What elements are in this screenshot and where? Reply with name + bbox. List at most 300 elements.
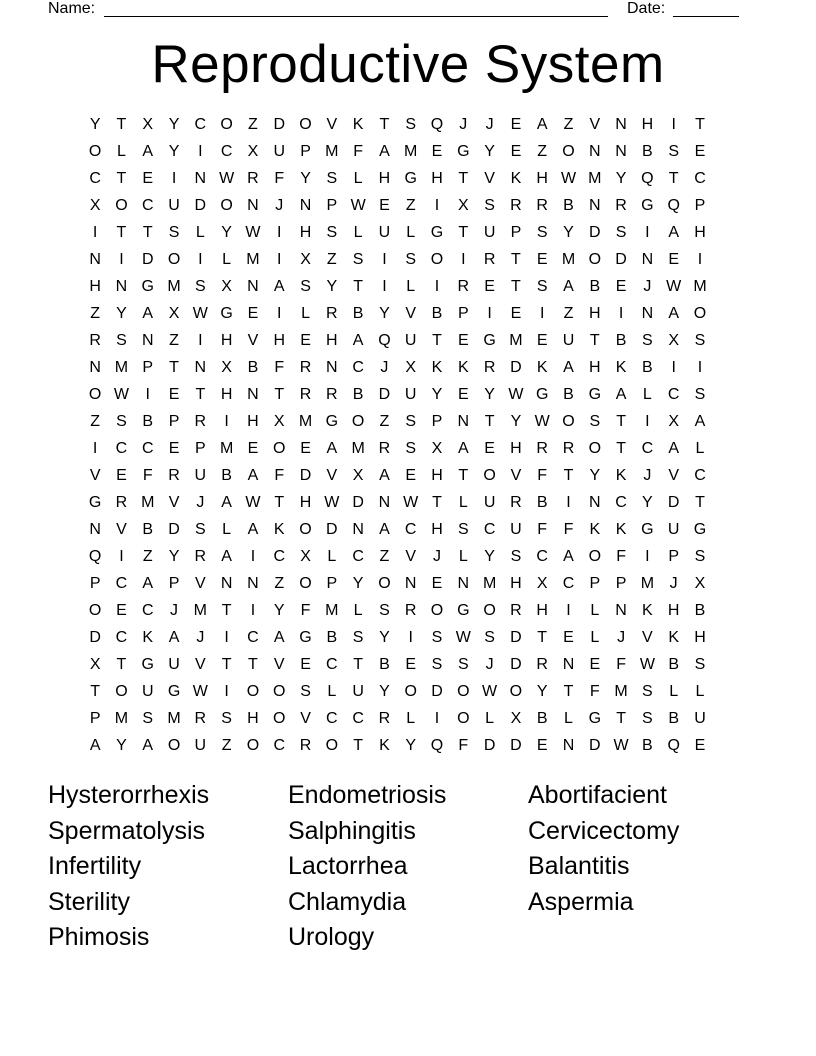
grid-letter: E bbox=[536, 737, 548, 754]
grid-letter: I bbox=[382, 278, 387, 295]
grid-letter: Z bbox=[563, 116, 574, 133]
grid-letter: A bbox=[273, 629, 285, 646]
grid-letter: T bbox=[248, 656, 258, 673]
grid-letter: K bbox=[431, 359, 443, 376]
grid-letter: X bbox=[668, 332, 680, 349]
grid-row bbox=[82, 543, 734, 570]
grid-row bbox=[82, 462, 734, 489]
grid-letter: L bbox=[195, 224, 205, 241]
grid-letter: P bbox=[300, 143, 311, 160]
grid-row bbox=[82, 408, 734, 435]
grid-letter: K bbox=[615, 521, 627, 538]
grid-letter: A bbox=[563, 278, 574, 295]
grid-letter: Y bbox=[484, 143, 495, 160]
grid-letter: X bbox=[89, 656, 101, 673]
grid-letter: X bbox=[431, 440, 443, 457]
grid-letter: I bbox=[224, 683, 229, 700]
grid-letter: A bbox=[536, 116, 548, 133]
grid-letter: R bbox=[194, 413, 207, 430]
grid-row bbox=[82, 597, 734, 624]
grid-letter: V bbox=[326, 116, 338, 133]
grid-letter: V bbox=[510, 467, 522, 484]
grid-letter: C bbox=[273, 548, 285, 565]
grid-letter: D bbox=[141, 251, 154, 268]
grid-letter: E bbox=[536, 251, 548, 268]
grid-letter: M bbox=[404, 143, 418, 160]
grid-letter: U bbox=[483, 224, 496, 241]
grid-letter: V bbox=[589, 116, 601, 133]
grid-letter: D bbox=[431, 683, 443, 700]
grid-letter: Q bbox=[667, 197, 680, 214]
grid-letter: H bbox=[89, 278, 101, 295]
grid-letter: T bbox=[116, 170, 127, 187]
grid-letter: N bbox=[89, 359, 101, 376]
grid-letter: I bbox=[487, 305, 492, 322]
grid-letter: M bbox=[114, 359, 129, 376]
grid-letter: K bbox=[642, 602, 653, 619]
grid-letter: N bbox=[299, 197, 312, 214]
grid-letter: L bbox=[353, 224, 363, 241]
grid-letter: K bbox=[142, 629, 154, 646]
grid-letter: B bbox=[142, 521, 154, 538]
grid-letter: T bbox=[458, 170, 469, 187]
grid-letter: T bbox=[589, 332, 600, 349]
grid-letter: I bbox=[697, 359, 703, 376]
grid-letter: I bbox=[434, 197, 440, 214]
grid-letter: L bbox=[642, 386, 652, 403]
grid-letter: T bbox=[695, 116, 705, 133]
grid-letter: M bbox=[193, 602, 207, 619]
grid-letter: D bbox=[667, 494, 680, 511]
grid-letter: A bbox=[168, 629, 180, 646]
grid-letter: T bbox=[511, 278, 521, 295]
grid-letter: Q bbox=[430, 737, 444, 754]
grid-letter: R bbox=[326, 305, 338, 322]
grid-letter: H bbox=[431, 467, 443, 484]
grid-letter: S bbox=[352, 629, 364, 646]
grid-letter: O bbox=[325, 737, 339, 754]
grid-letter: S bbox=[221, 710, 232, 727]
grid-letter: O bbox=[299, 575, 312, 592]
grid-letter: E bbox=[247, 305, 259, 322]
grid-letter: A bbox=[142, 737, 154, 754]
grid-letter: E bbox=[168, 386, 180, 403]
grid-letter: H bbox=[247, 413, 259, 430]
grid-letter: O bbox=[509, 683, 523, 700]
grid-letter: H bbox=[589, 305, 601, 322]
grid-letter: U bbox=[483, 494, 496, 511]
grid-letter: C bbox=[404, 521, 417, 538]
grid-letter: E bbox=[142, 170, 154, 187]
grid-letter: M bbox=[246, 251, 260, 268]
grid-letter: Q bbox=[378, 332, 391, 349]
grid-letter: P bbox=[668, 548, 680, 565]
grid-letter: U bbox=[404, 386, 417, 403]
grid-letter: T bbox=[116, 116, 127, 133]
grid-letter: A bbox=[326, 440, 338, 457]
grid-letter: L bbox=[590, 602, 600, 619]
grid-letter: D bbox=[510, 656, 522, 673]
grid-letter: O bbox=[273, 710, 286, 727]
grid-letter: V bbox=[405, 305, 417, 322]
grid-letter: O bbox=[404, 683, 417, 700]
grid-letter: M bbox=[588, 170, 602, 187]
grid-letter: Y bbox=[431, 386, 443, 403]
grid-letter: T bbox=[353, 737, 363, 754]
grid-letter: L bbox=[695, 440, 705, 457]
grid-letter: E bbox=[510, 305, 522, 322]
grid-letter: R bbox=[168, 467, 180, 484]
grid-letter: T bbox=[563, 467, 574, 484]
grid-letter: D bbox=[510, 737, 522, 754]
grid-letter: O bbox=[457, 710, 470, 727]
grid-letter: E bbox=[405, 656, 417, 673]
grid-letter: U bbox=[667, 521, 680, 538]
grid-letter: Y bbox=[89, 116, 101, 133]
word-list-item: Endometriosis bbox=[288, 781, 447, 809]
grid-letter: K bbox=[536, 359, 548, 376]
grid-letter: F bbox=[353, 143, 363, 160]
grid-letter: B bbox=[563, 197, 574, 214]
grid-letter: O bbox=[88, 386, 102, 403]
grid-letter: A bbox=[379, 521, 390, 538]
grid-letter: P bbox=[326, 575, 338, 592]
grid-letter: C bbox=[220, 143, 233, 160]
grid-letter: C bbox=[667, 386, 680, 403]
grid-letter: H bbox=[431, 521, 443, 538]
grid-letter: N bbox=[247, 386, 259, 403]
grid-letter: Q bbox=[641, 170, 654, 187]
grid-letter: U bbox=[168, 197, 180, 214]
grid-letter: L bbox=[564, 710, 573, 727]
grid-letter: N bbox=[89, 251, 101, 268]
grid-letter: N bbox=[115, 278, 128, 295]
grid-letter: P bbox=[431, 413, 443, 430]
grid-letter: G bbox=[457, 143, 470, 160]
grid-letter: S bbox=[694, 386, 706, 403]
grid-letter: Z bbox=[90, 413, 101, 430]
grid-letter: E bbox=[431, 575, 443, 592]
grid-letter: T bbox=[221, 602, 232, 619]
grid-letter: V bbox=[273, 656, 285, 673]
grid-letter: M bbox=[482, 575, 497, 592]
grid-letter: A bbox=[352, 332, 364, 349]
grid-letter: A bbox=[142, 143, 154, 160]
grid-letter: J bbox=[643, 467, 652, 484]
grid-letter: S bbox=[589, 413, 601, 430]
grid-letter: U bbox=[168, 656, 180, 673]
grid-letter: I bbox=[119, 548, 124, 565]
grid-letter: N bbox=[247, 197, 259, 214]
grid-letter: L bbox=[695, 683, 705, 700]
grid-letter: E bbox=[510, 143, 522, 160]
grid-letter: N bbox=[220, 575, 233, 592]
grid-letter: P bbox=[168, 575, 180, 592]
grid-letter: N bbox=[89, 521, 101, 538]
grid-letter: S bbox=[300, 278, 311, 295]
grid-letter: L bbox=[458, 494, 468, 511]
grid-letter: W bbox=[245, 224, 261, 241]
grid-letter: B bbox=[352, 386, 364, 403]
grid-letter: S bbox=[405, 116, 417, 133]
grid-letter: S bbox=[379, 602, 390, 619]
grid-letter: T bbox=[90, 683, 101, 700]
grid-letter: V bbox=[116, 521, 127, 538]
grid-letter: X bbox=[89, 197, 101, 214]
grid-letter: O bbox=[273, 683, 286, 700]
grid-row bbox=[82, 192, 734, 219]
grid-letter: P bbox=[694, 197, 706, 214]
grid-letter: I bbox=[408, 629, 413, 646]
grid-letter: T bbox=[169, 359, 179, 376]
grid-letter: R bbox=[194, 548, 207, 565]
grid-letter: T bbox=[668, 170, 679, 187]
grid-letter: S bbox=[484, 197, 495, 214]
grid-letter: Y bbox=[168, 116, 180, 133]
grid-letter: B bbox=[142, 413, 154, 430]
grid-letter: D bbox=[510, 629, 522, 646]
grid-letter: J bbox=[485, 656, 494, 673]
word-list-item: Balantitis bbox=[528, 852, 630, 880]
grid-letter: Z bbox=[379, 413, 390, 430]
grid-letter: Z bbox=[274, 575, 285, 592]
grid-letter: Y bbox=[642, 494, 653, 511]
grid-letter: E bbox=[168, 440, 180, 457]
grid-letter: O bbox=[588, 548, 602, 565]
name-label: Name: bbox=[48, 0, 96, 17]
grid-letter: I bbox=[92, 224, 98, 241]
grid-letter: Z bbox=[379, 548, 390, 565]
grid-letter: L bbox=[222, 251, 232, 268]
grid-letter: T bbox=[142, 224, 153, 241]
page-title: Reproductive System bbox=[151, 35, 665, 94]
grid-letter: N bbox=[641, 305, 654, 322]
grid-letter: E bbox=[589, 656, 601, 673]
grid-letter: W bbox=[666, 278, 682, 295]
grid-letter: Z bbox=[169, 332, 179, 349]
grid-letter: T bbox=[484, 413, 495, 430]
grid-letter: O bbox=[88, 143, 102, 160]
grid-row bbox=[82, 570, 734, 597]
grid-letter: R bbox=[510, 197, 522, 214]
grid-letter: I bbox=[277, 224, 282, 241]
grid-letter: T bbox=[432, 332, 442, 349]
grid-letter: Z bbox=[563, 305, 574, 322]
grid-letter: N bbox=[352, 521, 364, 538]
grid-letter: L bbox=[301, 305, 310, 322]
grid-letter: T bbox=[695, 494, 705, 511]
grid-letter: E bbox=[457, 386, 469, 403]
grid-letter: B bbox=[642, 737, 653, 754]
grid-letter: S bbox=[642, 683, 653, 700]
grid-letter: V bbox=[405, 548, 417, 565]
grid-letter: U bbox=[562, 332, 575, 349]
grid-letter: U bbox=[273, 143, 285, 160]
grid-letter: T bbox=[195, 386, 206, 403]
grid-letter: B bbox=[589, 278, 601, 295]
grid-letter: I bbox=[224, 629, 229, 646]
grid-letter: X bbox=[510, 710, 522, 727]
grid-letter: G bbox=[641, 521, 654, 538]
grid-letter: S bbox=[168, 224, 180, 241]
grid-letter: Y bbox=[300, 170, 311, 187]
grid-letter: I bbox=[198, 251, 203, 268]
grid-letter: I bbox=[382, 251, 387, 268]
grid-letter: D bbox=[510, 359, 522, 376]
grid-letter: F bbox=[274, 170, 285, 187]
grid-letter: C bbox=[141, 602, 154, 619]
grid-letter: M bbox=[509, 332, 523, 349]
grid-letter: Y bbox=[615, 170, 627, 187]
grid-letter: S bbox=[405, 440, 417, 457]
grid-letter: L bbox=[485, 710, 495, 727]
grid-letter: I bbox=[250, 602, 256, 619]
grid-letter: X bbox=[536, 575, 548, 592]
grid-letter: B bbox=[615, 332, 627, 349]
grid-letter: T bbox=[116, 656, 127, 673]
grid-letter: X bbox=[300, 548, 311, 565]
grid-letter: I bbox=[618, 305, 624, 322]
grid-letter: P bbox=[510, 224, 522, 241]
name-blank-line bbox=[104, 16, 608, 17]
grid-row bbox=[82, 705, 734, 732]
grid-letter: I bbox=[224, 413, 229, 430]
grid-letter: M bbox=[219, 440, 234, 457]
grid-letter: X bbox=[273, 413, 285, 430]
grid-letter: R bbox=[536, 656, 548, 673]
word-list-item: Sterility bbox=[48, 887, 130, 916]
grid-letter: N bbox=[589, 143, 601, 160]
grid-letter: O bbox=[430, 602, 444, 619]
grid-letter: N bbox=[562, 737, 575, 754]
grid-letter: O bbox=[273, 440, 286, 457]
grid-letter: N bbox=[641, 251, 654, 268]
word-list-item: Urology bbox=[288, 923, 375, 951]
grid-letter: E bbox=[300, 440, 311, 457]
grid-letter: C bbox=[615, 494, 627, 511]
grid-row bbox=[82, 219, 734, 246]
grid-letter: A bbox=[247, 467, 259, 484]
grid-letter: K bbox=[510, 170, 522, 187]
grid-letter: B bbox=[431, 305, 443, 322]
grid-letter: V bbox=[300, 710, 311, 727]
grid-letter: S bbox=[300, 683, 311, 700]
word-list-item: Cervicectomy bbox=[528, 816, 680, 845]
grid-letter: W bbox=[192, 683, 208, 700]
grid-letter: E bbox=[615, 278, 627, 295]
grid-letter: L bbox=[406, 278, 416, 295]
grid-letter: S bbox=[142, 710, 154, 727]
grid-letter: F bbox=[616, 656, 626, 673]
grid-letter: U bbox=[694, 710, 706, 727]
grid-letter: O bbox=[588, 251, 602, 268]
grid-letter: M bbox=[693, 278, 707, 295]
grid-letter: C bbox=[273, 737, 285, 754]
word-list-item: Chlamydia bbox=[288, 887, 407, 916]
grid-letter: Q bbox=[430, 116, 444, 133]
grid-letter: I bbox=[434, 710, 440, 727]
grid-letter: E bbox=[300, 656, 311, 673]
grid-letter: G bbox=[430, 224, 444, 241]
grid-letter: N bbox=[247, 278, 259, 295]
grid-letter: G bbox=[588, 386, 602, 403]
grid-letter: R bbox=[483, 359, 496, 376]
grid-letter: S bbox=[195, 278, 206, 295]
grid-letter: D bbox=[89, 629, 101, 646]
grid-letter: N bbox=[457, 413, 470, 430]
grid-letter: C bbox=[194, 116, 207, 133]
grid-letter: I bbox=[461, 251, 466, 268]
grid-letter: D bbox=[378, 386, 391, 403]
date-blank-line bbox=[673, 16, 739, 17]
grid-letter: H bbox=[536, 602, 548, 619]
grid-letter: O bbox=[246, 737, 260, 754]
grid-letter: A bbox=[563, 359, 574, 376]
grid-letter: S bbox=[326, 224, 338, 241]
grid-letter: O bbox=[457, 683, 470, 700]
grid-letter: V bbox=[247, 332, 259, 349]
grid-letter: B bbox=[221, 467, 232, 484]
grid-letter: J bbox=[433, 548, 441, 565]
grid-row bbox=[82, 732, 734, 759]
grid-row bbox=[82, 624, 734, 651]
grid-letter: A bbox=[379, 467, 390, 484]
grid-letter: H bbox=[299, 224, 312, 241]
grid-letter: A bbox=[694, 413, 706, 430]
grid-letter: A bbox=[379, 143, 390, 160]
grid-letter: Z bbox=[326, 251, 337, 268]
grid-letter: C bbox=[352, 548, 364, 565]
grid-letter: R bbox=[378, 440, 391, 457]
grid-letter: P bbox=[89, 710, 101, 727]
grid-letter: N bbox=[457, 575, 470, 592]
grid-letter: B bbox=[668, 656, 680, 673]
grid-letter: S bbox=[457, 521, 469, 538]
grid-letter: W bbox=[560, 170, 577, 187]
grid-letter: B bbox=[694, 602, 706, 619]
grid-letter: C bbox=[641, 440, 654, 457]
word-list-item: Phimosis bbox=[48, 923, 150, 951]
grid-letter: T bbox=[221, 656, 232, 673]
grid-letter: S bbox=[431, 656, 443, 673]
grid-letter: H bbox=[273, 332, 285, 349]
header bbox=[0, 0, 816, 20]
grid-letter: Y bbox=[273, 602, 285, 619]
grid-row bbox=[82, 651, 734, 678]
word-list-item: Infertility bbox=[48, 852, 142, 880]
grid-letter: H bbox=[247, 710, 259, 727]
grid-letter: I bbox=[92, 440, 98, 457]
grid-letter: O bbox=[351, 413, 365, 430]
grid-letter: K bbox=[615, 359, 627, 376]
grid-letter: S bbox=[694, 548, 706, 565]
grid-row bbox=[82, 246, 734, 273]
grid-letter: N bbox=[194, 359, 207, 376]
grid-letter: O bbox=[562, 143, 575, 160]
grid-letter: J bbox=[459, 116, 468, 133]
grid-letter: Z bbox=[248, 116, 258, 133]
grid-row bbox=[82, 516, 734, 543]
grid-letter: T bbox=[353, 656, 363, 673]
grid-letter: V bbox=[168, 494, 180, 511]
grid-letter: C bbox=[115, 440, 128, 457]
grid-letter: Y bbox=[326, 278, 338, 295]
grid-letter: W bbox=[455, 629, 471, 646]
grid-letter: X bbox=[221, 359, 232, 376]
grid-letter: W bbox=[324, 494, 340, 511]
grid-letter: W bbox=[534, 413, 550, 430]
grid-letter: O bbox=[378, 575, 391, 592]
